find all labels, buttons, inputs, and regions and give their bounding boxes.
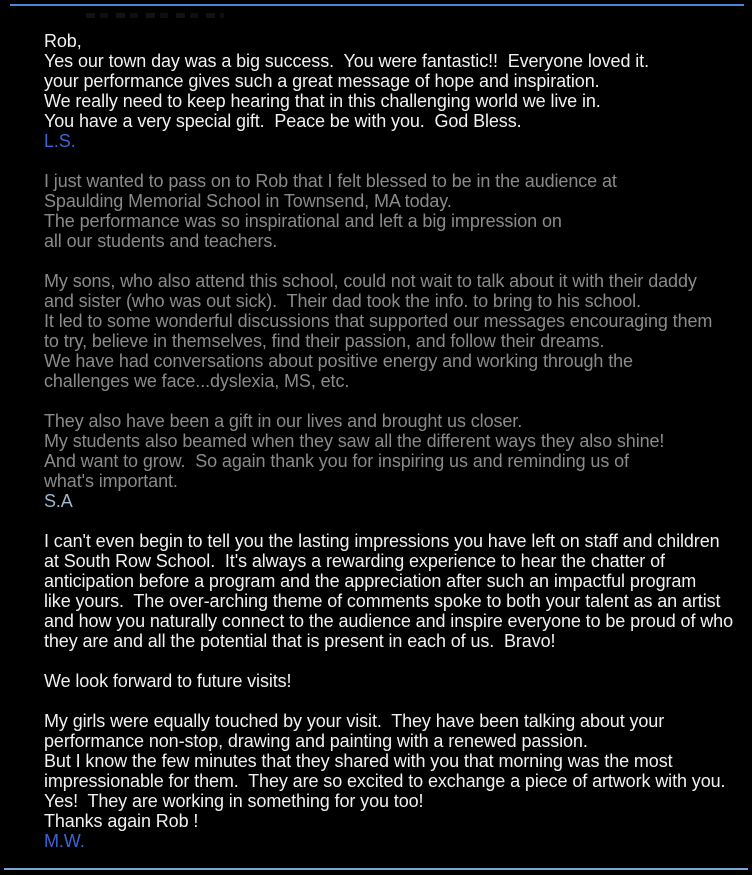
testimonial-line: Yes our town day was a big success. You were fantastic!! Everyone loved it. <box>44 51 649 71</box>
blank-line <box>44 691 752 711</box>
testimonial-text-block <box>44 31 752 851</box>
testimonial-line: Thanks again Rob ! <box>44 811 199 831</box>
testimonial-line: We really need to keep hearing that in this challenging world we live in. <box>44 91 601 111</box>
testimonial-line: impressionable for them. They are so excited to exchange a piece of artwork with you. <box>44 771 726 791</box>
testimonial-line: and how you naturally connect to the audience and inspire everyone to be proud of who <box>44 611 733 631</box>
testimonial-line: It led to some wonderful discussions that supported our messages encouraging them <box>44 311 713 331</box>
signature-mw: M.W. <box>44 831 85 851</box>
testimonial-line: And want to grow. So again thank you for inspiring us and reminding us of <box>44 451 629 471</box>
bottom-divider-line <box>4 868 748 870</box>
testimonial-line: performance non-stop, drawing and painting with a renewed passion. <box>44 731 588 751</box>
testimonial-line: My girls were equally touched by your visit. They have been talking about your <box>44 711 665 731</box>
testimonial-line: at South Row School. It's always a rewarding experience to hear the chatter of <box>44 551 665 571</box>
blank-line <box>44 391 752 411</box>
testimonial-line: all our students and teachers. <box>44 231 278 251</box>
testimonial-line: The performance was so inspirational and left a big impression on <box>44 211 562 231</box>
testimonial-line: Rob, <box>44 31 82 51</box>
testimonial-line: your performance gives such a great message of hope and inspiration. <box>44 71 600 91</box>
blank-line <box>44 511 752 531</box>
testimonial-line: like yours. The over-arching theme of comments spoke to both your talent as an artist <box>44 591 721 611</box>
testimonial-line: to try, believe in themselves, find their passion, and follow their dreams. <box>44 331 605 351</box>
blank-line <box>44 151 752 171</box>
testimonial-line: But I know the few minutes that they shared with you that morning was the most <box>44 751 673 771</box>
signature-ls: L.S. <box>44 131 76 151</box>
blank-line <box>44 251 752 271</box>
testimonial-line: My sons, who also attend this school, could not wait to talk about it with their daddy <box>44 271 697 291</box>
testimonial-line: I can't even begin to tell you the lasting impressions you have left on staff and children <box>44 531 720 551</box>
testimonial-line: We have had conversations about positive energy and working through the <box>44 351 633 371</box>
top-divider-line <box>10 4 744 6</box>
testimonial-line: anticipation before a program and the appreciation after such an impactful program <box>44 571 697 591</box>
testimonial-line: They also have been a gift in our lives and brought us closer. <box>44 411 523 431</box>
testimonial-line: and sister (who was out sick). Their dad took the info. to bring to his school. <box>44 291 641 311</box>
testimonial-line: You have a very special gift. Peace be with you. God Bless. <box>44 111 522 131</box>
cropped-text-artifact <box>86 13 224 18</box>
testimonial-line: they are and all the potential that is present in each of us. Bravo! <box>44 631 556 651</box>
signature-sa: S.A <box>44 491 73 511</box>
testimonial-line: challenges we face...dyslexia, MS, etc. <box>44 371 350 391</box>
testimonial-line: My students also beamed when they saw all the different ways they also shine! <box>44 431 665 451</box>
testimonial-line: We look forward to future visits! <box>44 671 292 691</box>
testimonial-line: what's important. <box>44 471 178 491</box>
testimonial-line: I just wanted to pass on to Rob that I felt blessed to be in the audience at <box>44 171 617 191</box>
testimonial-line: Spaulding Memorial School in Townsend, MA today. <box>44 191 452 211</box>
testimonial-line: Yes! They are working in something for you too! <box>44 791 424 811</box>
blank-line <box>44 651 752 671</box>
